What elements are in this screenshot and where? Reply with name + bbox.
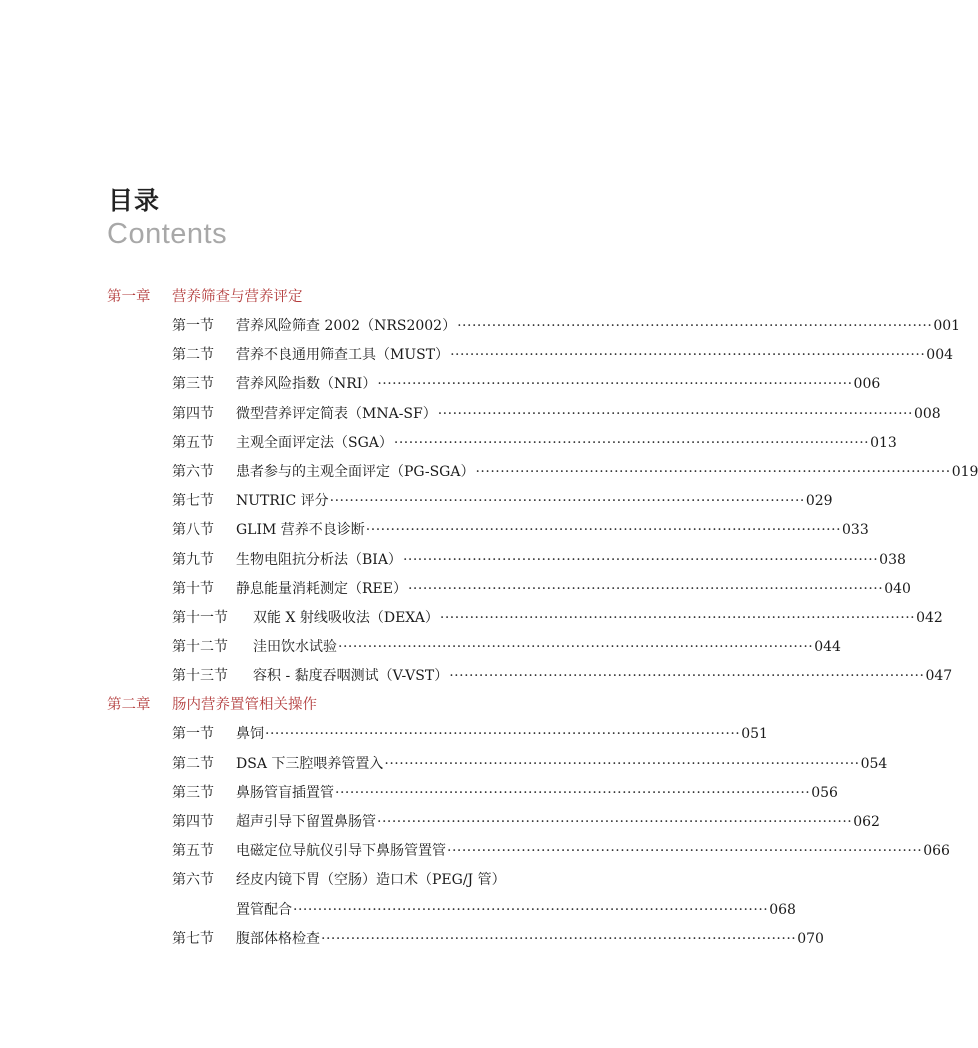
page-number: 013	[870, 434, 897, 451]
toc-entry[interactable]	[0, 837, 950, 866]
toc-entry[interactable]	[0, 341, 954, 370]
section-title: 营养不良通用筛查工具（MUST）	[236, 347, 450, 364]
page-number: 008	[913, 405, 941, 422]
dot-leader: ································································································	[393, 434, 870, 451]
dot-leader: ································································································	[439, 609, 916, 626]
toc-entry[interactable]	[0, 750, 888, 779]
section-title: 超声引导下留置鼻肠管	[236, 814, 376, 830]
section-number: 第二节	[172, 347, 214, 364]
toc-entry[interactable]	[0, 662, 953, 691]
page-number: 044	[814, 639, 841, 656]
section-title: 双能 X 射线吸收法（DEXA）	[253, 609, 439, 626]
section-title: 洼田饮水试验	[253, 639, 337, 656]
dot-leader: ································································································	[402, 551, 879, 568]
page-title: 目录	[108, 186, 161, 215]
section-title: 经皮内镜下胃（空肠）造口术（PEG/J 管）	[236, 872, 506, 889]
section-number: 第十节	[172, 580, 214, 597]
dot-leader: ································································································	[377, 376, 853, 393]
toc-entry[interactable]	[0, 720, 768, 749]
section-number: 第十二节	[172, 639, 228, 656]
page-number: 056	[811, 784, 838, 801]
section-title: 微型营养评定简表（MNA-SF）	[236, 405, 437, 422]
dot-leader: ································································································	[335, 784, 811, 801]
section-number: 第七节	[172, 930, 214, 947]
table-of-contents	[0, 283, 978, 954]
section-number: 第八节	[172, 522, 214, 539]
dot-leader: ································································································	[437, 405, 913, 422]
dot-leader: ································································································	[457, 318, 933, 334]
dot-leader: ································································································	[449, 668, 925, 685]
toc-entry[interactable]	[0, 487, 833, 516]
toc-entry[interactable]	[0, 516, 869, 545]
chapter-number: 第二章	[107, 697, 151, 714]
toc-entry[interactable]	[0, 808, 880, 837]
section-number: 第三节	[172, 376, 214, 393]
toc-entry[interactable]	[0, 370, 881, 399]
section-number: 第十三节	[172, 668, 228, 685]
toc-entry[interactable]	[0, 400, 941, 429]
dot-leader: ································································································	[265, 726, 741, 743]
dot-leader: ································································································	[338, 639, 814, 656]
section-title-continued: 置管配合	[236, 901, 292, 918]
page-number: 019	[951, 463, 978, 480]
section-title: 电磁定位导航仪引导下鼻肠管置管	[236, 843, 446, 860]
dot-leader: ································································································	[384, 755, 860, 772]
section-title: 容积 - 黏度吞咽测试（V-VST）	[253, 668, 449, 685]
page-number: 029	[805, 493, 833, 510]
page-number: 062	[853, 814, 880, 830]
toc-entry[interactable]	[0, 546, 906, 575]
toc-entry[interactable]	[0, 458, 978, 487]
dot-leader: ································································································	[329, 493, 805, 510]
section-number: 第九节	[172, 551, 214, 568]
page-number: 004	[926, 347, 954, 364]
section-title: 营养风险指数（NRI）	[236, 376, 377, 393]
page-number: 066	[923, 843, 950, 860]
toc-entry[interactable]	[0, 633, 841, 662]
dot-leader: ································································································	[293, 901, 769, 918]
section-title: 静息能量消耗测定（REE）	[236, 580, 407, 597]
dot-leader: ································································································	[450, 347, 926, 364]
section-title: 鼻饲	[236, 726, 264, 743]
page-number: 047	[925, 668, 953, 685]
section-number: 第六节	[172, 463, 214, 480]
dot-leader: ································································································	[321, 930, 797, 947]
toc-entry[interactable]	[0, 779, 838, 808]
section-title: NUTRIC 评分	[236, 493, 329, 510]
toc-entry[interactable]	[0, 575, 911, 604]
section-number: 第二节	[172, 755, 214, 772]
page-number: 068	[769, 901, 796, 918]
page-number: 033	[842, 522, 869, 539]
section-number: 第一节	[172, 318, 214, 334]
section-number: 第七节	[172, 493, 214, 510]
section-number: 第十一节	[172, 609, 228, 626]
chapter-title: 肠内营养置管相关操作	[172, 697, 317, 714]
dot-leader: ································································································	[447, 843, 923, 860]
section-title: GLIM 营养不良诊断	[236, 522, 365, 539]
section-title: 患者参与的主观全面评定（PG-SGA）	[236, 463, 475, 480]
section-title: 生物电阻抗分析法（BIA）	[236, 551, 402, 568]
page-number: 070	[797, 930, 824, 947]
chapter-number: 第一章	[107, 289, 151, 305]
section-number: 第五节	[172, 434, 214, 451]
chapter-heading[interactable]	[0, 283, 750, 312]
section-title: DSA 下三腔喂养管置入	[236, 755, 384, 772]
page-number: 051	[741, 726, 768, 743]
page-number: 001	[933, 318, 961, 334]
section-number: 第三节	[172, 784, 214, 801]
chapter-title: 营养筛查与营养评定	[172, 289, 303, 305]
dot-leader: ································································································	[407, 580, 884, 597]
section-number: 第六节	[172, 872, 214, 889]
toc-entry[interactable]	[0, 604, 943, 633]
page-number: 006	[853, 376, 881, 393]
section-title: 腹部体格检查	[236, 930, 320, 947]
section-title: 鼻肠管盲插置管	[236, 784, 334, 801]
page-number: 054	[860, 755, 888, 772]
page-number: 038	[879, 551, 906, 568]
section-number: 第一节	[172, 726, 214, 743]
chapter-heading[interactable]	[0, 691, 750, 720]
toc-entry[interactable]	[0, 925, 824, 954]
toc-entry-continuation[interactable]	[0, 896, 796, 925]
toc-entry[interactable]	[0, 429, 897, 458]
section-title: 主观全面评定法（SGA）	[236, 434, 393, 451]
section-number: 第五节	[172, 843, 214, 860]
toc-entry[interactable]	[0, 312, 961, 341]
section-number: 第四节	[172, 814, 214, 830]
dot-leader: ································································································	[475, 463, 951, 480]
page-number: 040	[884, 580, 911, 597]
section-title: 营养风险筛查 2002（NRS2002）	[236, 318, 457, 334]
dot-leader: ································································································	[365, 522, 842, 539]
page-number: 042	[916, 609, 943, 626]
dot-leader: ································································································	[377, 814, 853, 830]
page-subtitle: Contents	[107, 218, 228, 250]
section-number: 第四节	[172, 405, 214, 422]
toc-entry[interactable]	[0, 866, 750, 895]
